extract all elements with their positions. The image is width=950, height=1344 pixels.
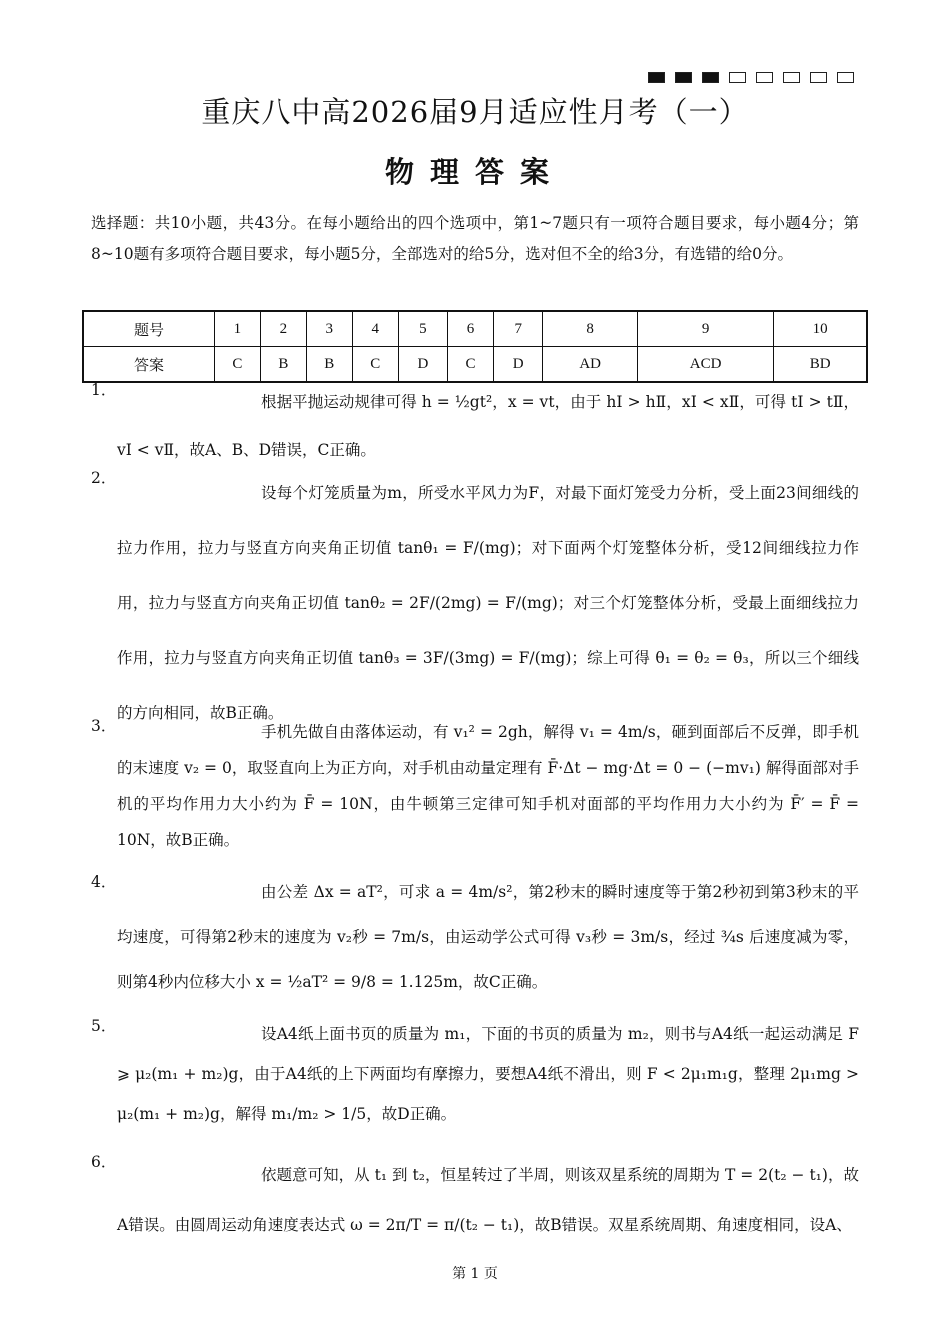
question-number: 4 [352,311,398,347]
page-title: 重庆八中高2026届9月适应性月考（一） [201,95,749,129]
explanation-text: 设A4纸上面书页的质量为 m₁，下面的书页的质量为 m₂，则书与A4纸一起运动满足 F ⩾ μ₂(m₁ + m₂)g，由于A4纸的上下两面均有摩擦力，要想A4纸不滑出，则 F < 2μ₁m₁g，整理 2μ₁mg > μ₂(m₁ + m₂)g，解得 m₁/m₂ > 1/5，故D正确。 [117,1025,859,1123]
answer-cell: D [494,347,543,383]
question-number: 7 [494,311,543,347]
progress-mark [675,72,692,83]
question-number: 8 [543,311,638,347]
question-number: 6 [448,311,494,347]
explanation-number: 6． [91,1153,117,1171]
progress-mark [756,72,773,83]
table-row-answers [83,347,867,383]
row-label: 答案 [83,347,214,383]
progress-mark [648,72,665,83]
question-number: 1 [214,311,260,347]
progress-mark [783,72,800,83]
explanation-text: 由公差 Δx = aT²，可求 a = 4m/s²，第2秒末的瞬时速度等于第2秒初到第3秒末的平均速度，可得第2秒末的速度为 v₂秒 = 7m/s，由运动学公式可得 v₃秒 = 3m/s，经过 ¾s 后速度减为零，则第4秒内位移大小 x = ½aT² = 9/8 = 1.125m，故C正确。 [117,883,859,991]
answer-cell: AD [543,347,638,383]
answer-cell: B [260,347,306,383]
explanation-6 [91,1150,859,1250]
progress-mark [729,72,746,83]
answer-cell: C [352,347,398,383]
answer-cell: D [398,347,447,383]
progress-marks [648,72,854,83]
page-number: 第 1 页 [452,1266,498,1282]
progress-mark [810,72,827,83]
explanation-number: 1． [91,381,117,399]
explanation-number: 2． [91,469,117,487]
question-number: 10 [774,311,867,347]
question-number: 2 [260,311,306,347]
explanation-text: 设每个灯笼质量为m，所受水平风力为F，对最下面灯笼受力分析，受上面23间细线的拉力作用，拉力与竖直方向夹角正切值 tanθ₁ = F/(mg)；对下面两个灯笼整体分析，受12间细线拉力作用，拉力与竖直方向夹角正切值 tanθ₂ = 2F/(2mg) = F/(mg)；对三个灯笼整体分析，受最上面细线拉力作用，拉力与竖直方向夹角正切值 tanθ₃ = 3F/(3mg) = F/(mg)；综上可得 θ₁ = θ₂ = θ₃，所以三个细线的方向相同，故B正确。 [117,484,859,722]
answer-cell: B [306,347,352,383]
row-label: 题号 [83,311,214,347]
explanation-1 [91,378,859,474]
explanation-3 [91,714,859,858]
table-row-numbers [83,311,867,347]
explanation-number: 4． [91,873,117,891]
explanation-text: 依题意可知，从 t₁ 到 t₂，恒星转过了半周，则该双星系统的周期为 T = 2(t₂ − t₁)，故A错误。由圆周运动角速度表达式 ω = 2π/T = π/(t₂ − t₁)，故B错误。双星系统周期、角速度相同，设A、 [117,1166,859,1234]
explanation-number: 5． [91,1017,117,1035]
answer-cell: ACD [637,347,773,383]
answer-cell: BD [774,347,867,383]
explanation-5 [91,1014,859,1134]
answer-table [82,310,868,383]
progress-mark [702,72,719,83]
answer-cell: C [214,347,260,383]
progress-mark [837,72,854,83]
explanation-2 [91,466,859,741]
page-subtitle: 物理答案 [384,155,565,189]
answer-cell: C [448,347,494,383]
question-number: 9 [637,311,773,347]
explanation-text: 手机先做自由落体运动，有 v₁² = 2gh，解得 v₁ = 4m/s，砸到面部后不反弹，即手机的末速度 v₂ = 0，取竖直向上为正方向，对手机由动量定理有 F̄·Δt − mg·Δt = 0 − (−mv₁) 解得面部对手机的平均作用力大小约为 F̄ = 10N，由牛顿第三定律可知手机对面部的平均作用力大小约为 F̄′ = F̄ = 10N，故B正确。 [117,723,859,849]
question-number: 5 [398,311,447,347]
explanation-text: 根据平抛运动规律可得 h = ½gt²，x = vt，由于 hⅠ > hⅡ，xⅠ < xⅡ，可得 tⅠ > tⅡ，vⅠ < vⅡ，故A、B、D错误，C正确。 [117,393,859,459]
instructions: 选择题：共10小题，共43分。在每小题给出的四个选项中，第1~7题只有一项符合题目要求，每小题4分；第8~10题有多项符合题目要求，每小题5分，全部选对的给5分，选对但不全的给3分，有选错的给0分。 [91,214,859,263]
explanation-number: 3． [91,717,117,735]
question-number: 3 [306,311,352,347]
explanation-4 [91,870,859,1005]
